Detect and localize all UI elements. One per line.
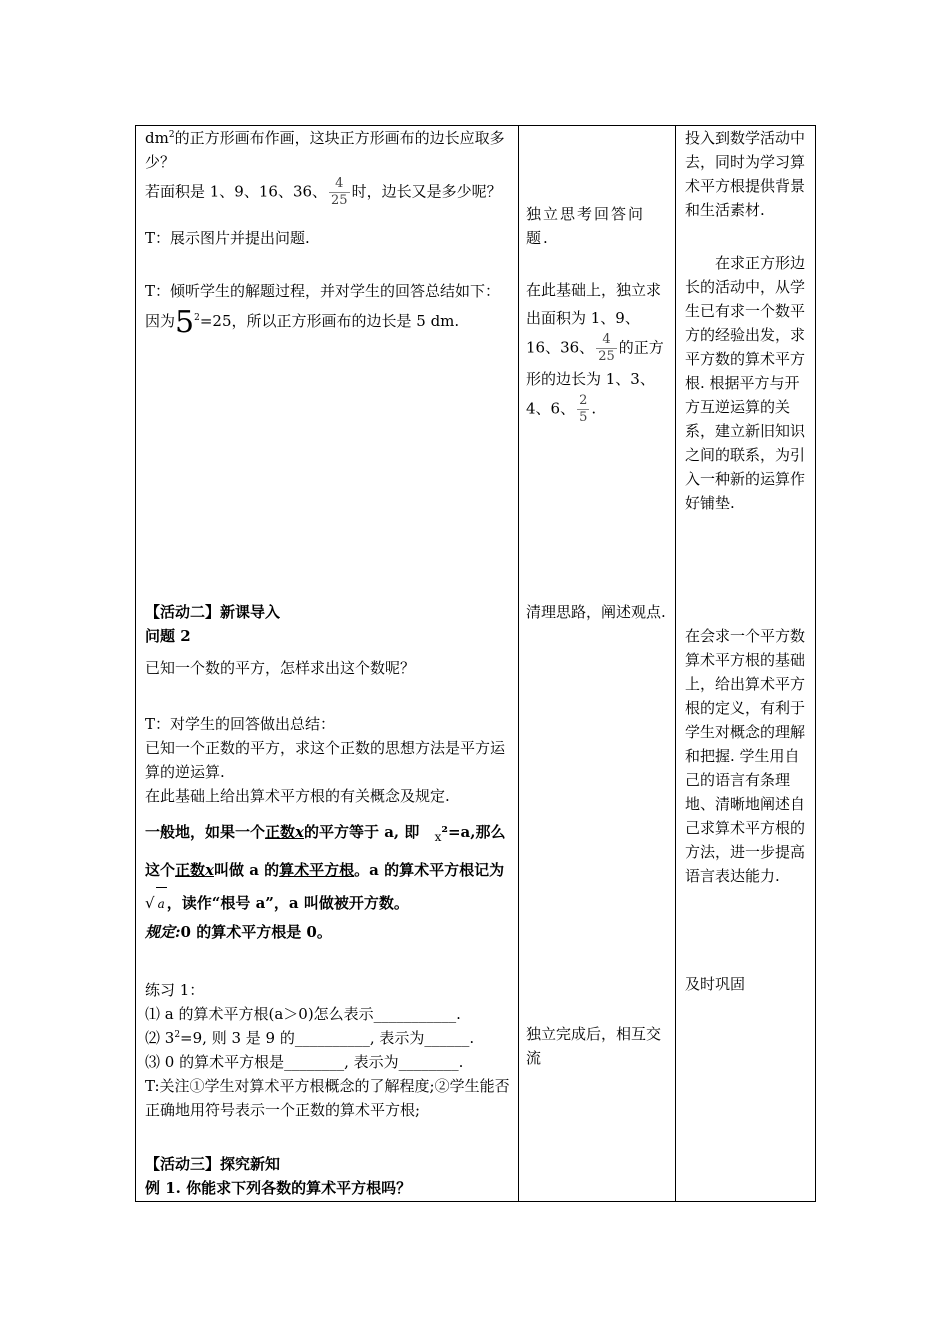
activity-3-heading: 【活动三】探究新知 bbox=[145, 1155, 281, 1173]
design-note: 投入到数学活动中去，同时为学习算术平方根提供背景和生活素材. bbox=[685, 129, 806, 219]
teacher-note: T:关注①学生对算术平方根概念的了解程度;②学生能否正确地用符号表示一个正数的算术平方根; bbox=[145, 1077, 510, 1119]
sqrt-symbol: √ a bbox=[145, 894, 167, 912]
activity-2-heading: 【活动二】新课导入 bbox=[145, 603, 281, 621]
student-response: 独立思考回答问题. bbox=[526, 205, 646, 247]
summary-text: 在此基础上给出算术平方根的有关概念及规定. bbox=[145, 787, 450, 805]
fraction: $\frac{4}{25}$ bbox=[598, 332, 615, 364]
exercise-heading: 练习 1： bbox=[145, 981, 205, 999]
column-divider bbox=[518, 126, 519, 1201]
design-note: 在会求一个平方数算术平方根的基础上，给出算术平方根的定义，有利于学生对概念的理解和把握. 学生用自己的语言有条理地、清晰地阐述自己求算术平方根的方法，进一步提高语言表达能力. bbox=[685, 627, 806, 885]
area-question: 若面积是 1、9、16、36、 $\frac{4}{25}$ 时，边长又是多少呢？ bbox=[145, 176, 502, 208]
rule-line: 规定:0 的算术平方根是 0。 bbox=[145, 923, 332, 941]
student-response: 清理思路，阐述观点. bbox=[526, 603, 666, 621]
definition-paragraph: 一般地，如果一个正数x的平方等于 a, 即 $_x$²=a,那么这个正数x叫做 a 的算术平方根。a 的算术平方根记为√ a ，读作“根号 a”，a 叫做被开方数。 bbox=[145, 816, 513, 921]
design-note: 及时巩固 bbox=[685, 975, 746, 993]
column-divider bbox=[675, 126, 676, 1201]
exercise-item: ⑵ $3^2=9$, 则 3 是 9 的__________, 表示为______. bbox=[145, 1029, 475, 1047]
intro-paragraph: $dm^2$的正方形画布作画，这块正方形画布的边长应取多少？ bbox=[145, 129, 505, 171]
summary-text: 已知一个正数的平方，求这个正数的思想方法是平方运算的逆运算. bbox=[145, 739, 506, 781]
fraction: $\frac{2}{5}$ bbox=[579, 393, 588, 425]
student-response: 独立完成后，相互交流 bbox=[526, 1025, 662, 1067]
teacher-note: T：展示图片并提出问题. bbox=[145, 229, 310, 247]
lesson-table bbox=[135, 125, 816, 1202]
fraction: $\frac{4}{25}$ bbox=[331, 176, 348, 208]
summary-heading: T：对学生的回答做出总结： bbox=[145, 715, 336, 733]
question-2-text: 已知一个数的平方，怎样求出这个数呢？ bbox=[145, 659, 416, 677]
teacher-summary: T：倾听学生的解题过程，并对学生的回答总结如下：因为$5^2=25$，所以正方形画布的边长是 5 dm. bbox=[145, 282, 501, 340]
exercise-item: ⑴ a 的算术平方根(a＞0)怎么表示___________. bbox=[145, 1005, 461, 1023]
exercise-item: ⑶ 0 的算术平方根是________, 表示为________. bbox=[145, 1053, 464, 1071]
question-2-heading: 问题 2 bbox=[145, 627, 191, 645]
example-question: 例 1. 你能求下列各数的算术平方根吗？ bbox=[145, 1179, 412, 1197]
design-note: 在求正方形边长的活动中，从学生已有求一个数平方的经验出发，求平方数的算术平方根. 根据平方与开方互逆运算的关系，建立新旧知识之间的联系，为引入一种新的运算作好铺垫. bbox=[685, 254, 806, 512]
student-response: 在此基础上，独立求出面积为 1、9、16、36、 $\frac{4}{25}$ 的正方形的边长为 1、3、4、6、 $\frac{2}{5}$ . bbox=[526, 281, 664, 425]
